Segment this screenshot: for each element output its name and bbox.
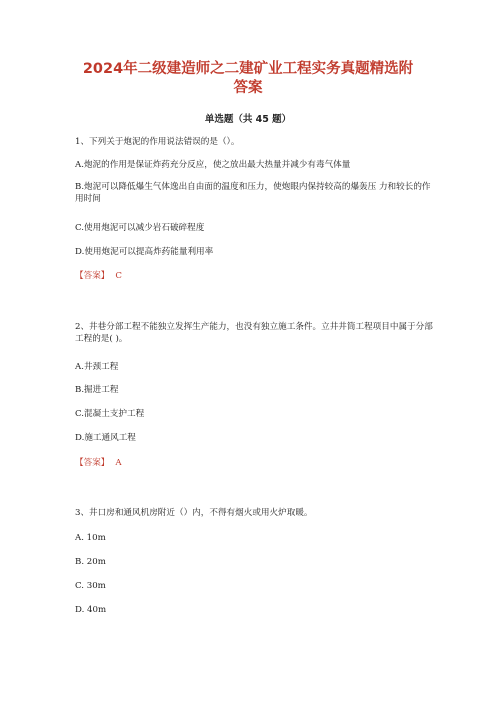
question-3-option-d: D. 40m: [75, 605, 107, 615]
question-3-stem: 3、井口房和通风机房附近（）内，不得有烟火或用火炉取暖。: [75, 508, 313, 518]
answer-label: 【答案】: [75, 458, 110, 468]
section-heading: 单选题（共 45 题）: [204, 114, 292, 125]
question-1-answer: [75, 270, 435, 282]
title-line-2: 答案: [233, 80, 263, 96]
answer-value: C: [115, 271, 122, 281]
question-2-option-a: A.井颈工程: [75, 362, 119, 372]
question-2-answer: [75, 457, 435, 469]
title-line-1: 2024年二级建造师之二建矿业工程实务真题精选附: [82, 61, 414, 77]
question-2-option-c: C.混凝土支护工程: [75, 409, 145, 419]
question-1-option-d: D.使用炮泥可以提高炸药能量利用率: [75, 247, 214, 257]
question-3-option-b: B. 20m: [75, 557, 106, 567]
answer-value: A: [115, 458, 122, 468]
question-1-option-a: A.炮泥的作用是保证炸药充分反应，使之放出最大热量并减少有毒气体量: [75, 160, 351, 170]
document-title: [40, 60, 456, 98]
question-1-option-c: C.使用炮泥可以减少岩石破碎程度: [75, 223, 205, 233]
question-1-stem: 1、下列关于炮泥的作用说法错误的是（）。: [75, 137, 240, 147]
question-2-option-d: D.施工通风工程: [75, 433, 136, 443]
question-2-option-b: B.掘进工程: [75, 385, 119, 395]
question-3-option-a: A. 10m: [75, 533, 106, 543]
question-3-option-c: C. 30m: [75, 581, 106, 591]
question-1-option-b: B.炮泥可以降低爆生气体逸出自由面的温度和压力，使炮眼内保持较高的爆轰压 力和较长的作用时间: [75, 182, 431, 204]
answer-label: 【答案】: [75, 271, 110, 281]
question-2-stem: 2、井巷分部工程不能独立发挥生产能力，也没有独立施工条件。立井井筒工程项目中属于分部工程的是( )。: [75, 322, 433, 344]
